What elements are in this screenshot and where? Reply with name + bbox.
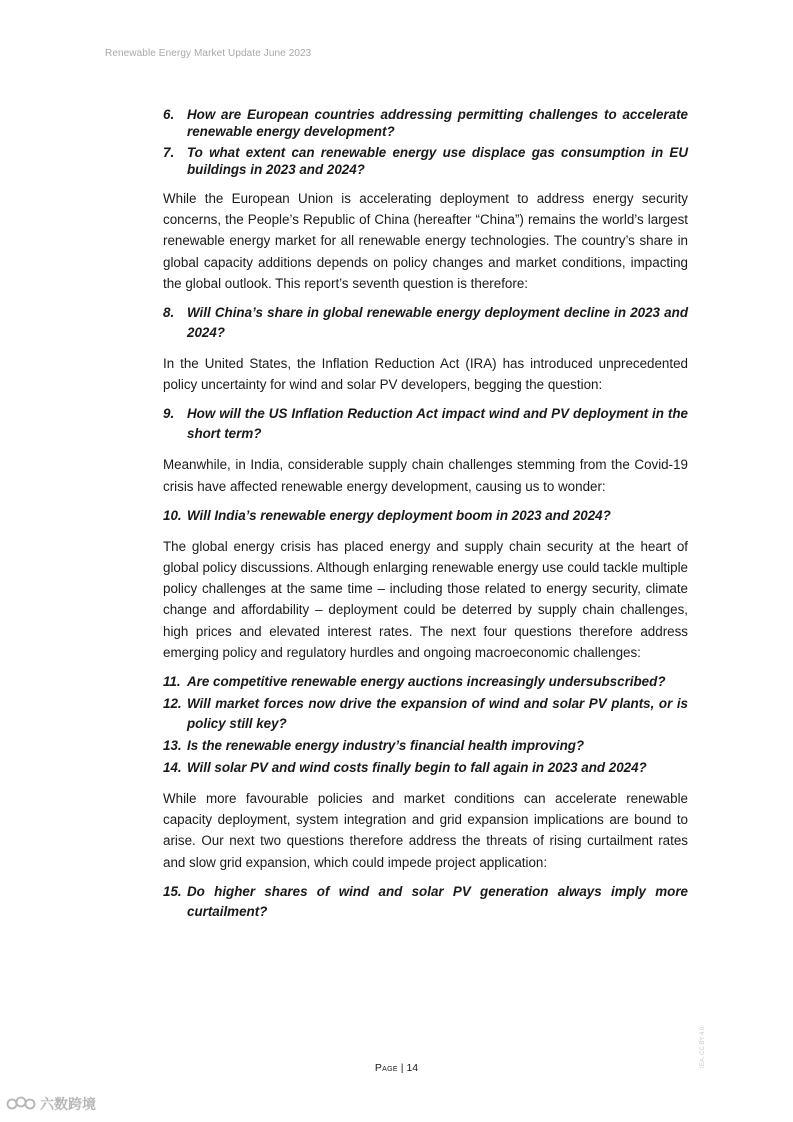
question-15 — [163, 882, 688, 922]
question-14 — [163, 758, 688, 778]
question-9 — [163, 404, 688, 444]
question-number: 15. — [163, 883, 182, 899]
running-header: Renewable Energy Market Update June 2023 — [105, 48, 312, 59]
question-text: Will India’s renewable energy deployment boom in 2023 and 2024? — [187, 507, 611, 523]
question-text: Are competitive renewable energy auctions increasingly undersubscribed? — [187, 674, 666, 690]
watermark — [6, 1094, 96, 1114]
question-text: Is the renewable energy industry’s financial health improving? — [187, 738, 585, 754]
question-number: 14. — [163, 760, 182, 776]
question-number: 11. — [163, 674, 181, 690]
page-number: 14 — [406, 1062, 419, 1074]
question-number: 7. — [163, 145, 175, 160]
paragraph-us-intro: In the United States, the Inflation Reduction Act (IRA) has introduced unprecedented policy uncertainty for wind and solar PV developers, begging the question: — [163, 356, 688, 393]
question-number: 13. — [163, 738, 182, 754]
question-12 — [163, 694, 688, 734]
question-8 — [163, 303, 688, 343]
question-number: 6. — [163, 107, 175, 122]
watermark-logo-icon — [6, 1095, 36, 1113]
question-text: Will China’s share in global renewable energy deployment decline in 2023 and 2024? — [187, 305, 688, 341]
question-text: To what extent can renewable energy use displace gas consumption in EU buildings in 2023 and 2024? — [187, 145, 688, 177]
question-number: 8. — [163, 305, 175, 321]
page-label: Page — [374, 1062, 398, 1074]
question-number: 9. — [163, 406, 175, 422]
question-text: Will market forces now drive the expansion of wind and solar PV plants, or is policy still key? — [187, 696, 688, 732]
page-number-footer — [0, 1062, 793, 1074]
watermark-text: 六数跨境 — [40, 1096, 96, 1112]
question-11 — [163, 672, 688, 692]
question-number: 12. — [163, 696, 182, 712]
question-7 — [163, 144, 688, 178]
question-number: 10. — [163, 507, 182, 523]
question-text: Do higher shares of wind and solar PV generation always imply more curtailment? — [187, 883, 688, 919]
question-13 — [163, 736, 688, 756]
license-note: IEA. CC BY 4.0. — [700, 1025, 706, 1068]
question-text: How are European countries addressing permitting challenges to accelerate renewable energy development? — [187, 107, 688, 139]
paragraph-curtailment-intro: While more favourable policies and market conditions can accelerate renewable capacity deployment, system integration and grid expansion implications are bound to arise. Our next two questions therefore address the threats of rising curtailment rates and slow grid expansion, which could impede project application: — [163, 791, 688, 870]
paragraph-china-intro: While the European Union is accelerating deployment to address energy security concerns, the People’s Republic of China (hereafter “China”) remains the world’s largest renewable energy market for all renewable energy technologies. The country’s share in global capacity additions depends on policy changes and market conditions, impacting the global outlook. This report’s seventh question is therefore: — [163, 191, 688, 291]
question-10 — [163, 506, 688, 526]
question-text: Will solar PV and wind costs finally begin to fall again in 2023 and 2024? — [187, 760, 647, 776]
question-6 — [163, 106, 688, 140]
paragraph-india-intro: Meanwhile, in India, considerable supply chain challenges stemming from the Covid-19 crisis have affected renewable energy development, causing us to wonder: — [163, 457, 688, 494]
paragraph-global-crisis: The global energy crisis has placed energy and supply chain security at the heart of global policy discussions. Although enlarging renewable energy use could tackle multiple policy challenges at the same time – including those related to energy security, climate change and affordability – deployment could be deterred by supply chain challenges, high prices and elevated interest rates. The next four questions therefore address emerging policy and regulatory hurdles and ongoing macroeconomic challenges: — [163, 538, 688, 660]
page-separator: | — [400, 1062, 404, 1074]
page-content — [163, 106, 688, 926]
question-text: How will the US Inflation Reduction Act impact wind and PV deployment in the short term? — [187, 406, 688, 442]
